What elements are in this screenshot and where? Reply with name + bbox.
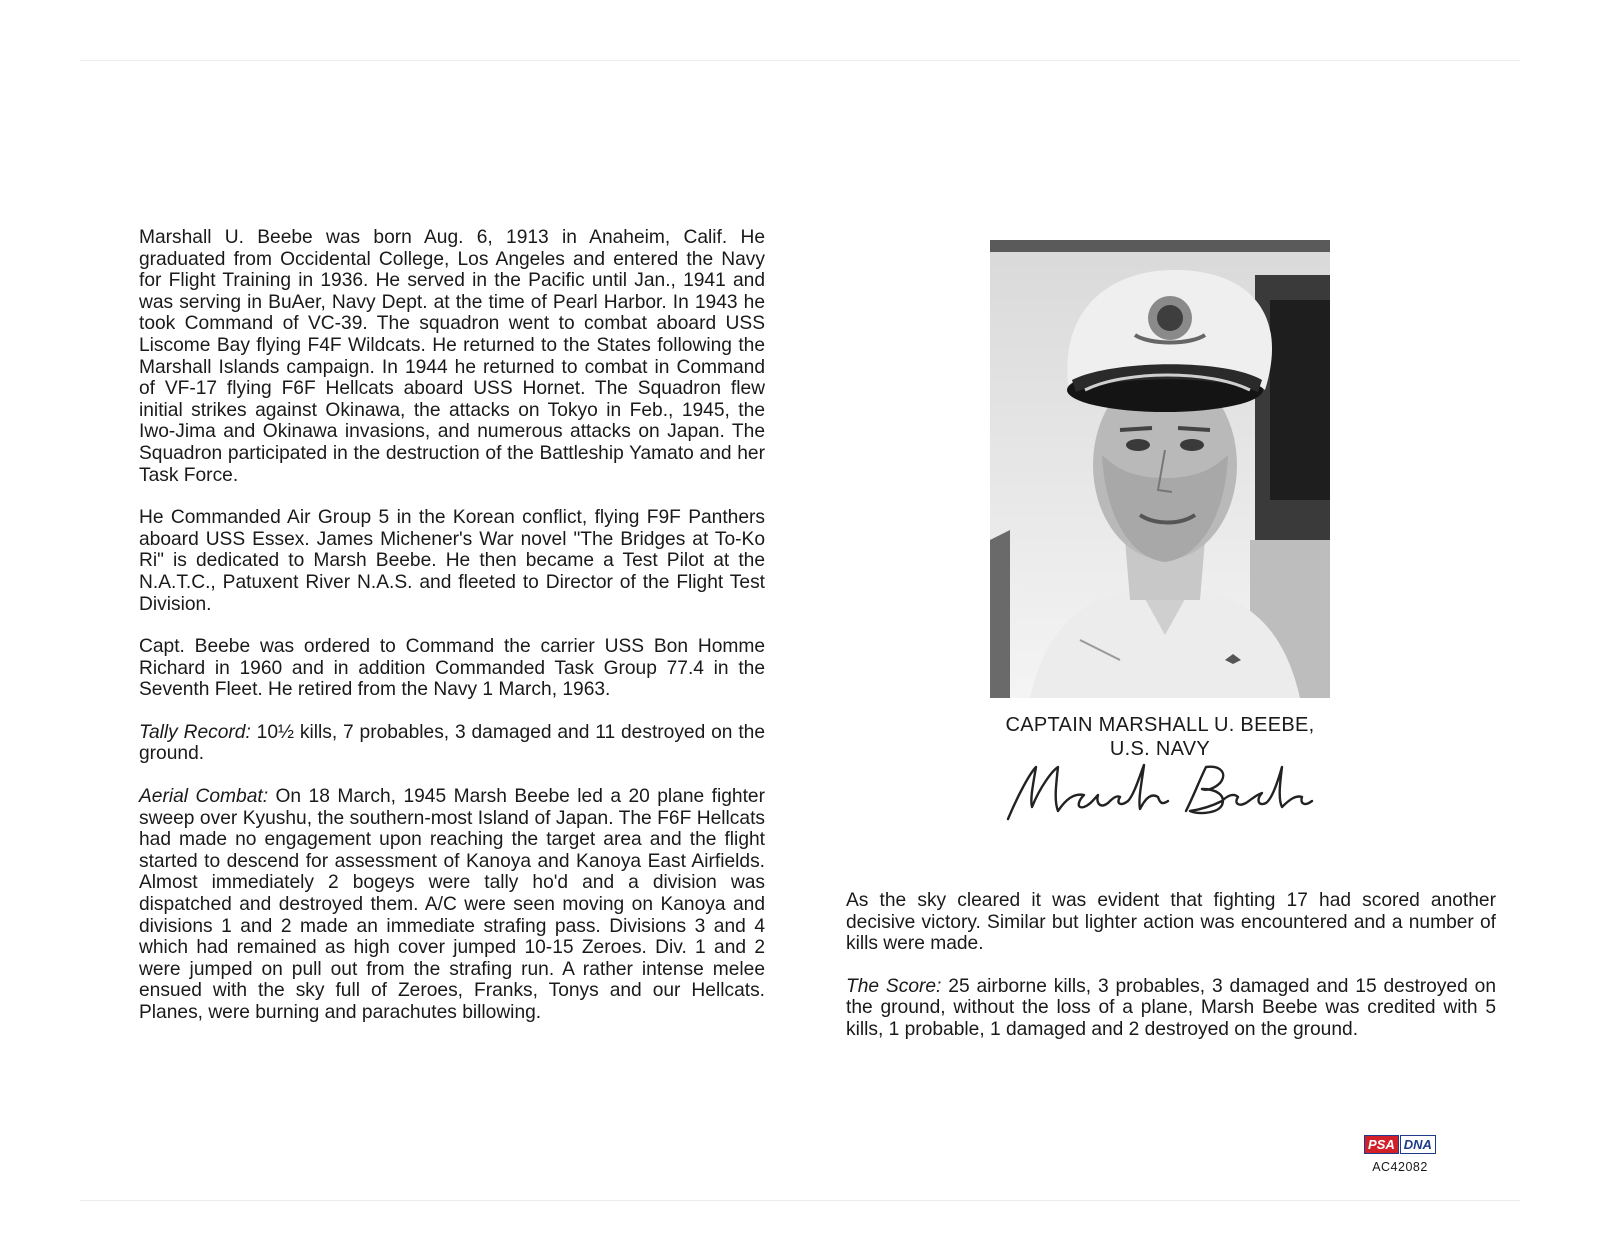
aerial-combat-label: Aerial Combat: [139, 786, 269, 808]
aerial-combat-text: On 18 March, 1945 Marsh Beebe led a 20 plane fighter sweep over Kyushu, the southern-most Island of Japan. The F6F Hellcats had made no engagement upon reaching the target area and the flight started to descend for assessment of Kanoya and Kanoya East Airfields. Almost immediately 2 bogeys were tally ho'd and a division was dispatched and destroyed them. A/C were seen moving on Kanoya and divisions 1 and 2 made an immediate strafing pass. Divisions 3 and 4 which had remained as high cover jumped 10-15 Zeroes. Div. 1 and 2 were jumped on pull out from the strafing run. A rather intense melee ensued with the sky full of Zeroes, Franks, Tonys and our Hellcats. Planes, were burning and parachutes billowing. [139, 786, 765, 1023]
bio-paragraph-korea: He Commanded Air Group 5 in the Korean conflict, flying F9F Panthers aboard USS Essex. James Michener's War novel "The Bridges at To-Ko Ri" is dedicated to Marsh Beebe. He then became a Test Pilot at the N.A.T.C., Patuxent River N.A.S. and fleeted to Director of the Flight Test Division. [139, 507, 765, 615]
biography-right-column [846, 890, 1496, 1041]
psa-dna-logo [1355, 1135, 1445, 1154]
portrait-caption-rank: U.S. NAVY [1109, 738, 1211, 760]
score-label: The Score: [846, 975, 942, 997]
psa-logo-text: PSA [1364, 1135, 1399, 1154]
aerial-combat-paragraph [139, 786, 765, 1024]
sky-cleared-paragraph: As the sky cleared it was evident that fighting 17 had scored another decisive victory. Similar but lighter action was encountered and a number of kills were made. [846, 890, 1496, 955]
portrait-caption-name: CAPTAIN MARSHALL U. BEEBE, [1005, 714, 1315, 736]
tally-record-text: 10½ kills, 7 probables, 3 damaged and 11 destroyed on the ground. [139, 721, 765, 765]
portrait-caption [950, 713, 1370, 761]
authentication-code: AC42082 [1372, 1160, 1428, 1174]
tally-record-paragraph [139, 722, 765, 765]
psa-dna-authentication [1355, 1135, 1445, 1174]
bottom-border-line [80, 1200, 1520, 1201]
autograph-signature [1000, 755, 1330, 833]
biography-left-column [139, 227, 765, 1024]
top-border-line [80, 60, 1520, 61]
portrait-photo [990, 240, 1330, 698]
dna-logo-text: DNA [1400, 1135, 1436, 1154]
score-text: 25 airborne kills, 3 probables, 3 damaged and 15 destroyed on the ground, without the loss of a plane, Marsh Beebe was credited with 5 kills, 1 probable, 1 damaged and 2 destroyed on the ground. [846, 975, 1496, 1040]
score-paragraph [846, 976, 1496, 1041]
bio-paragraph-command: Capt. Beebe was ordered to Command the carrier USS Bon Homme Richard in 1960 and in addition Commanded Task Group 77.4 in the Seventh Fleet. He retired from the Navy 1 March, 1963. [139, 636, 765, 701]
tally-record-label: Tally Record: [139, 721, 251, 743]
bio-paragraph-early-career: Marshall U. Beebe was born Aug. 6, 1913 in Anaheim, Calif. He graduated from Occidental College, Los Angeles and entered the Navy for Flight Training in 1936. He served in the Pacific until Jan., 1941 and was serving in BuAer, Navy Dept. at the time of Pearl Harbor. In 1943 he took Command of VC-39. The squadron went to combat aboard USS Liscome Bay flying F4F Wildcats. He returned to the States following the Marshall Islands campaign. In 1944 he returned to combat in Command of VF-17 flying F6F Hellcats aboard USS Hornet. The Squadron flew initial strikes against Okinawa, the attacks on Tokyo in Feb., 1945, the Iwo-Jima and Okinawa invasions, and numerous attacks on Japan. The Squadron participated in the destruction of the Battleship Yamato and her Task Force. [139, 227, 765, 486]
